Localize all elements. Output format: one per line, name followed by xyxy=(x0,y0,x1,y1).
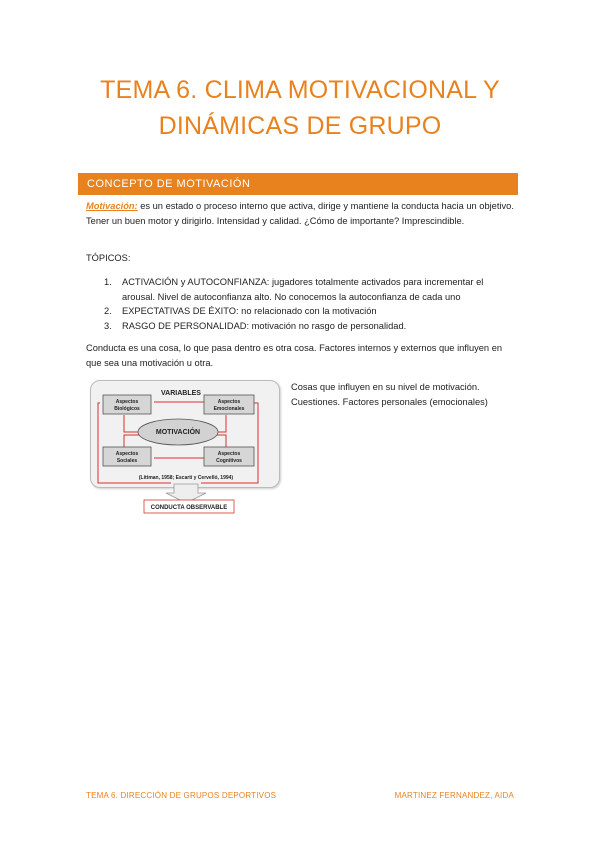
list-number: 3. xyxy=(104,320,112,331)
list-item xyxy=(104,275,516,304)
variables-label: VARIABLES xyxy=(161,390,201,397)
topics-list xyxy=(104,275,516,333)
motivation-diagram xyxy=(86,375,286,519)
list-text: ACTIVACIÓN y AUTOCONFIANZA: jugadores totalmente activados para incrementar el arousal. Nivel de autoconfianza alto. No conocemos la autoconfianza de cada uno xyxy=(122,277,484,302)
title-line-2: DINÁMICAS DE GRUPO xyxy=(158,112,442,140)
cog-label-2: Cognitivos xyxy=(216,458,242,464)
soc-label-1: Aspectos xyxy=(115,451,139,457)
footer-left: TEMA 6. DIRECCIÓN DE GRUPOS DEPORTIVOS xyxy=(86,791,277,800)
output-label: CONDUCTA OBSERVABLE xyxy=(150,505,228,511)
list-text: RASGO DE PERSONALIDAD: motivación no rasgo de personalidad. xyxy=(122,320,407,331)
bio-label-1: Aspectos xyxy=(115,399,139,405)
bio-label-2: Biológicos xyxy=(114,406,140,412)
cog-label-1: Aspectos xyxy=(217,451,241,457)
emo-label-1: Aspectos xyxy=(217,399,241,405)
list-item xyxy=(104,304,516,319)
definition-paragraph xyxy=(86,199,514,228)
citation-label: (Littman, 1958; Escartí y Cervelló, 1994) xyxy=(138,475,234,481)
page-title xyxy=(60,72,540,144)
list-number: 1. xyxy=(104,277,112,287)
diagram-graphic xyxy=(86,375,286,519)
list-text: EXPECTATIVAS DE ÉXITO: no relacionado con la motivación xyxy=(122,306,377,316)
conduct-paragraph: Conducta es una cosa, lo que pasa dentro es otra cosa. Factores internos y externos que influyen en que sea una motivación u otra. xyxy=(86,343,503,368)
footer-right: MARTINEZ FERNANDEZ, AIDA xyxy=(394,791,514,800)
list-item xyxy=(104,319,516,334)
title-line-1: TEMA 6. CLIMA MOTIVACIONAL Y xyxy=(100,76,500,104)
emo-label-2: Emocionales xyxy=(213,406,245,412)
definition-term: Motivación: xyxy=(86,201,138,211)
diagram-caption: Cosas que influyen en su nivel de motivación. Cuestiones. Factores personales (emocionales) xyxy=(291,382,488,407)
soc-label-2: Sociales xyxy=(116,458,138,464)
list-number: 2. xyxy=(104,306,112,316)
definition-text: es un estado o proceso interno que activa, dirige y mantiene la conducta hacia un objetivo. Tener un buen motor y dirigirlo. Intensidad y calidad. ¿Cómo de importante? Imprescindible. xyxy=(86,201,514,226)
section-heading: CONCEPTO DE MOTIVACIÓN xyxy=(78,173,518,195)
center-label: MOTIVACIÓN xyxy=(155,429,201,436)
topics-heading: TÓPICOS: xyxy=(86,253,131,263)
